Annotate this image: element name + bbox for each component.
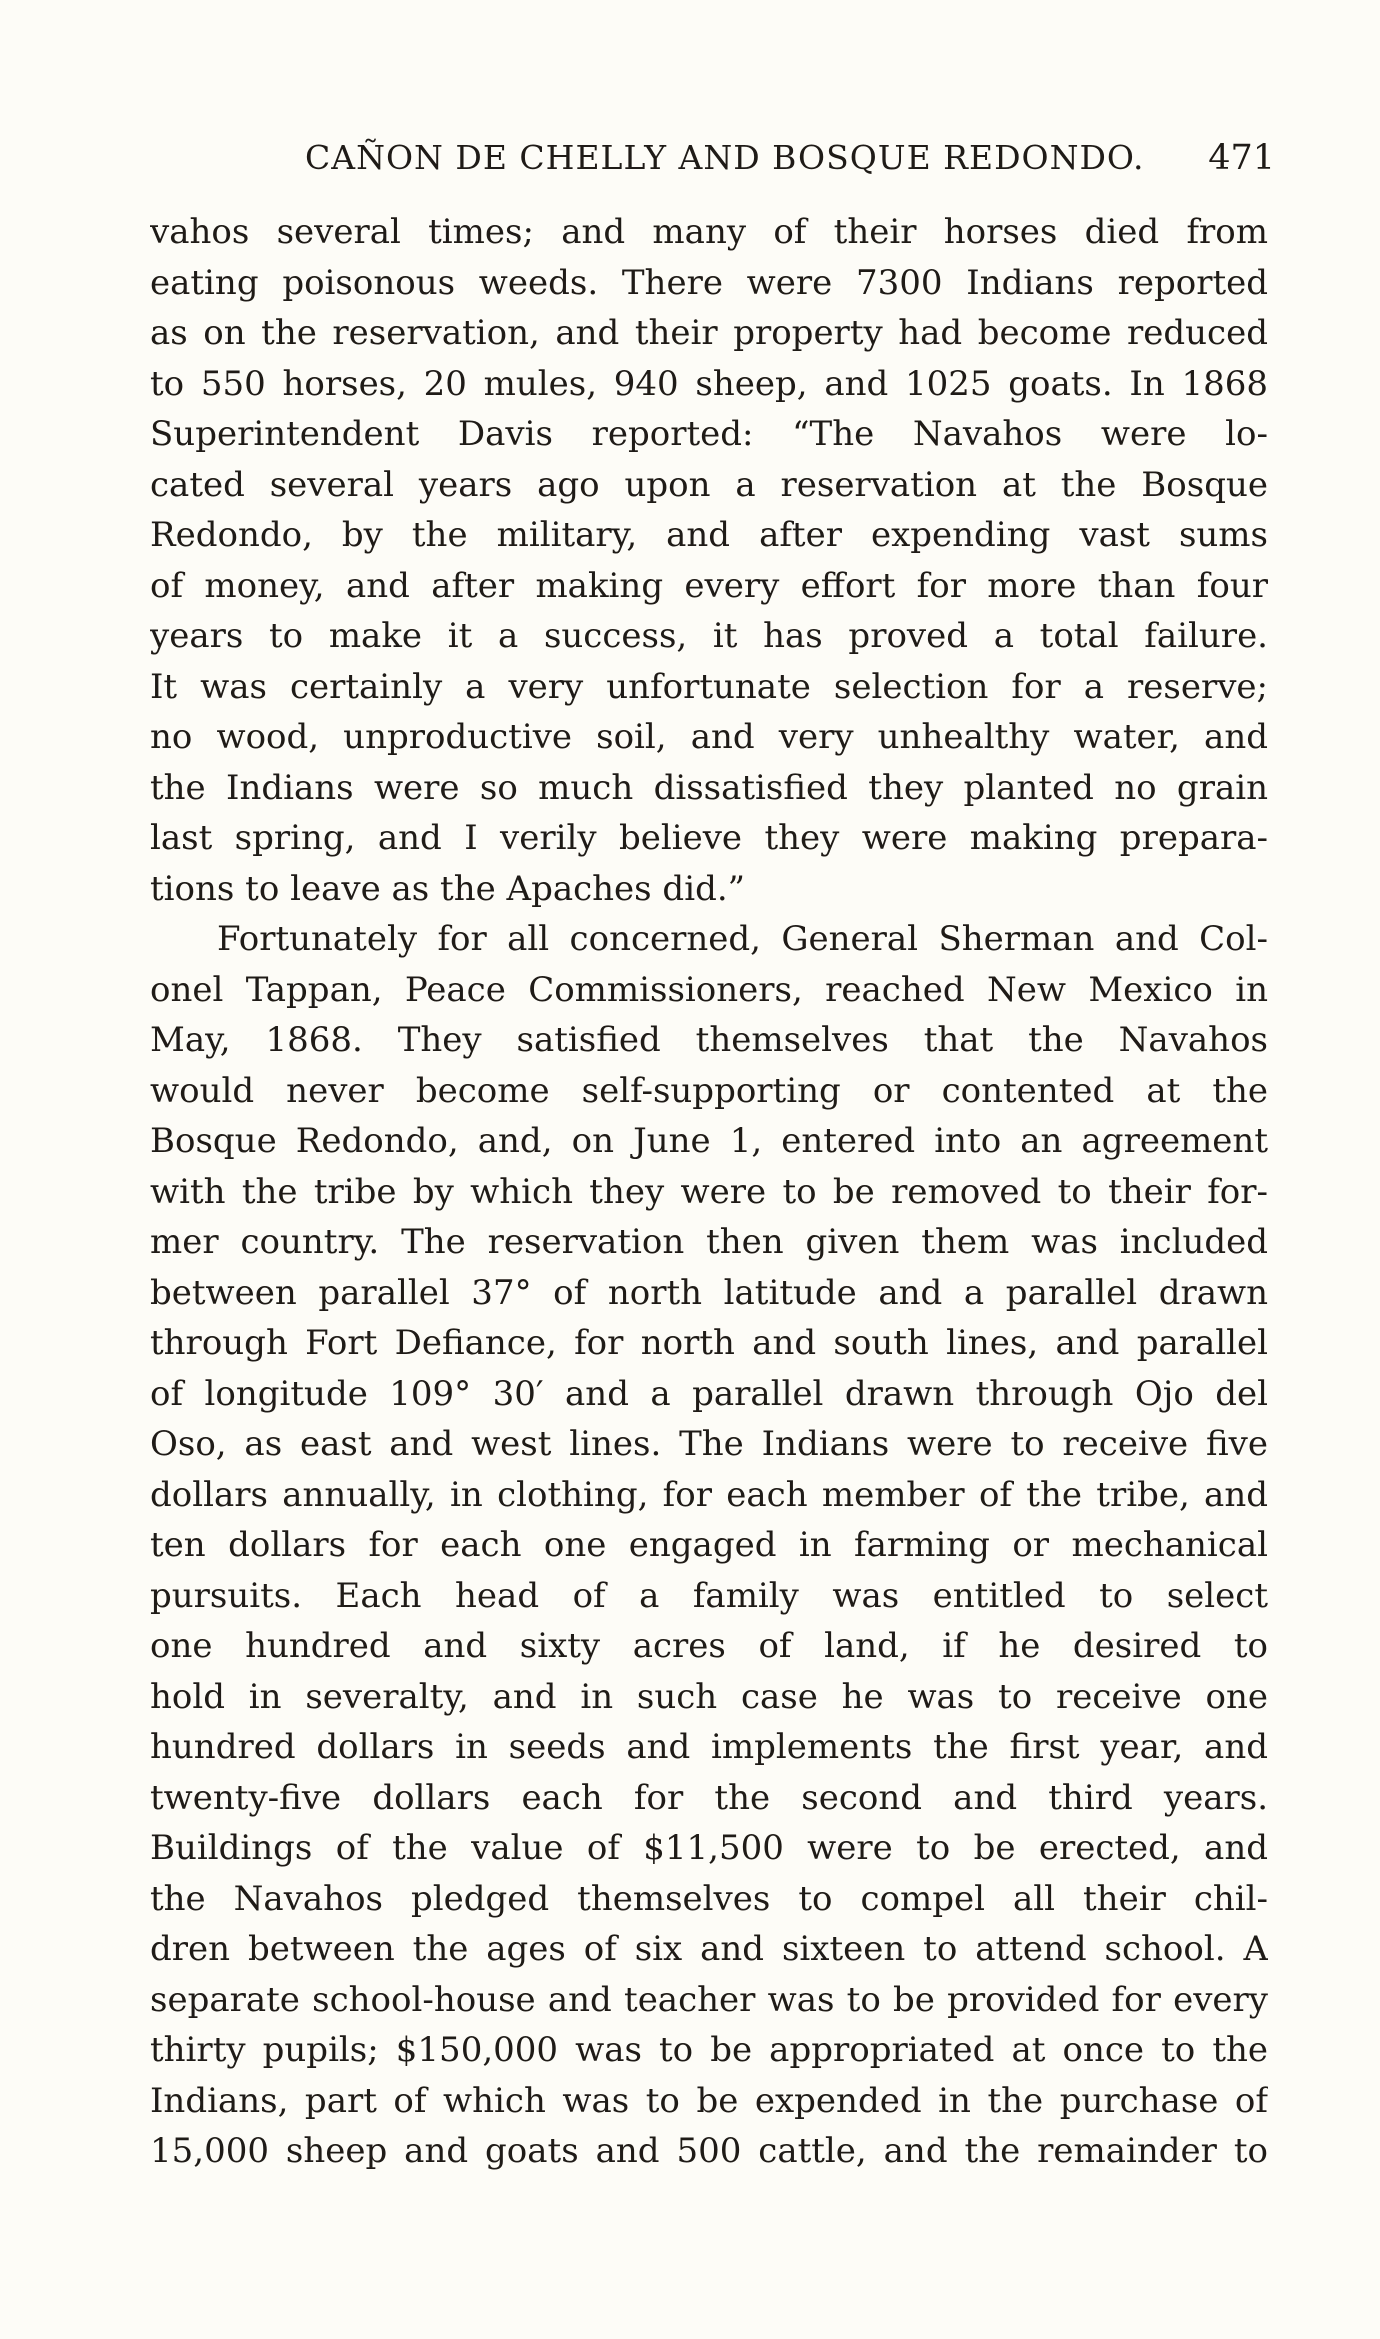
text-line: years to make it a success, it has proved a total failure. — [150, 616, 1268, 656]
text-line: May, 1868. They satisfied themselves that the Navahos — [150, 1020, 1268, 1060]
text-line: would never become self-supporting or contented at the — [150, 1070, 1268, 1111]
page-number: 471 — [1208, 138, 1275, 178]
text-line: cated several years ago upon a reservation at the Bosque — [150, 464, 1268, 505]
text-line: ten dollars for each one engaged in farming or mechanical — [150, 1525, 1268, 1565]
text-line: thirty pupils; $150,000 was to be appropriated at once to the — [150, 2030, 1268, 2070]
body-text — [150, 207, 1268, 2177]
text-line: of money, and after making every effort for more than four — [150, 565, 1268, 606]
text-line: the Navahos pledged themselves to compel all their chil- — [150, 1878, 1268, 1919]
text-line: eating poisonous weeds. There were 7300 Indians reported — [150, 262, 1268, 303]
text-line: last spring, and I verily believe they were making prepara- — [150, 818, 1268, 858]
text-line: Buildings of the value of $11,500 were to be erected, and — [150, 1828, 1268, 1868]
paragraph-first-line: Fortunately for all concerned, General Sherman and Col- — [217, 919, 1268, 959]
text-line: no wood, unproductive soil, and very unhealthy water, and — [150, 717, 1268, 757]
text-line: 15,000 sheep and goats and 500 cattle, and the remainder to — [150, 2131, 1268, 2171]
text-line: hundred dollars in seeds and implements the first year, and — [150, 1727, 1268, 1767]
text-line: mer country. The reservation then given them was included — [150, 1222, 1268, 1262]
text-line: Bosque Redondo, and, on June 1, entered into an agreement — [150, 1121, 1268, 1161]
text-line: twenty-five dollars each for the second and third years. — [150, 1777, 1268, 1818]
text-line: dren between the ages of six and sixteen to attend school. A — [150, 1929, 1268, 1969]
text-line: Redondo, by the military, and after expending vast sums — [150, 515, 1268, 555]
running-title: CAÑON DE CHELLY AND BOSQUE REDONDO. — [305, 138, 1145, 177]
text-line: as on the reservation, and their property had become reduced — [150, 313, 1268, 353]
text-line: Indians, part of which was to be expended in the purchase of — [150, 2080, 1268, 2121]
text-line: vahos several times; and many of their horses died from — [150, 212, 1268, 252]
text-line: dollars annually, in clothing, for each member of the tribe, and — [150, 1474, 1268, 1515]
text-line: with the tribe by which they were to be removed to their for- — [150, 1171, 1268, 1212]
text-line: of longitude 109° 30′ and a parallel drawn through Ojo del — [150, 1373, 1268, 1414]
text-line: tions to leave as the Apaches did.” — [150, 868, 746, 909]
text-line: through Fort Defiance, for north and south lines, and parallel — [150, 1323, 1268, 1363]
text-line: onel Tappan, Peace Commissioners, reached New Mexico in — [150, 969, 1268, 1010]
text-line: to 550 horses, 20 mules, 940 sheep, and 1025 goats. In 1868 — [150, 363, 1268, 404]
text-line: one hundred and sixty acres of land, if he desired to — [150, 1626, 1268, 1666]
text-line: Oso, as east and west lines. The Indians were to receive five — [150, 1424, 1268, 1464]
text-line: Superintendent Davis reported: “The Navahos were lo- — [150, 414, 1268, 454]
text-line: the Indians were so much dissatisfied they planted no grain — [150, 767, 1268, 808]
text-line: hold in severalty, and in such case he was to receive one — [150, 1676, 1268, 1717]
text-line: It was certainly a very unfortunate selection for a reserve; — [150, 666, 1268, 707]
running-head — [155, 128, 1275, 188]
text-line: pursuits. Each head of a family was entitled to select — [150, 1575, 1268, 1616]
text-line: separate school-house and teacher was to be provided for every — [150, 1979, 1268, 2020]
text-line: between parallel 37° of north latitude and a parallel drawn — [150, 1272, 1268, 1313]
